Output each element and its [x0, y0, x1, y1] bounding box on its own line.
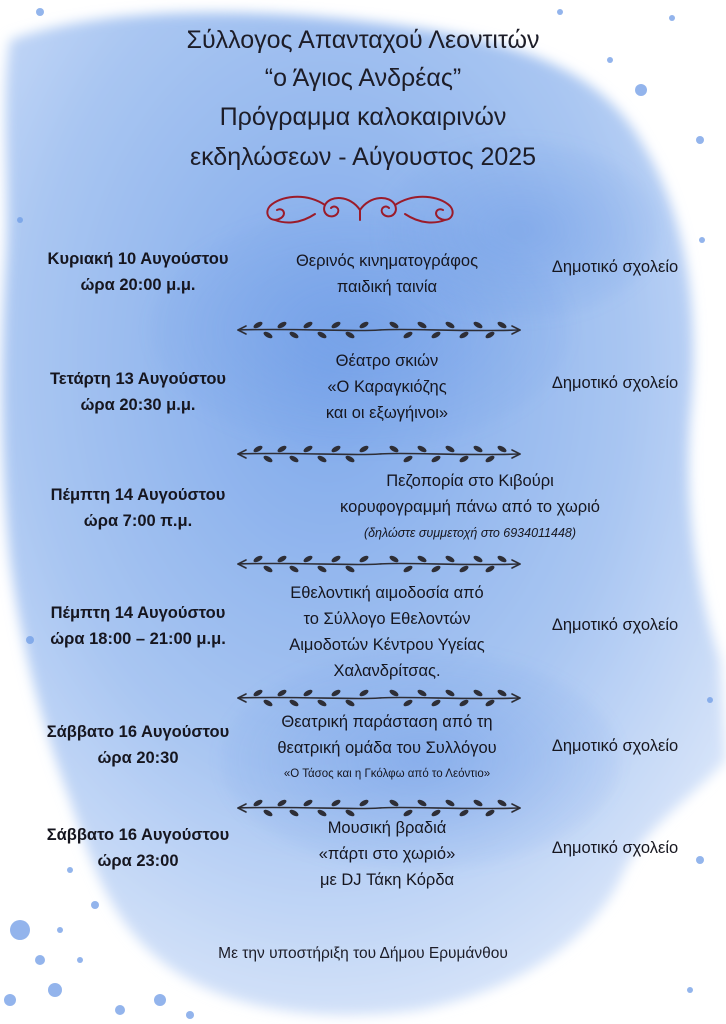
event-2-venue: Δημοτικό σχολείο [551, 374, 679, 392]
event-5-note: «Ο Τάσος και η Γκόλφω από το Λεόντιο» [283, 768, 491, 780]
vine-divider [234, 443, 524, 465]
event-6-description: Μουσική βραδιά «πάρτι στο χωριό» με DJ Τάκη Κόρδα [318, 819, 456, 889]
event-5-date: Σάββατο 16 Αυγούστου ώρα 20:30 [46, 723, 230, 767]
vine-divider [234, 319, 524, 341]
vine-divider [234, 687, 524, 709]
event-4-date: Πέμπτη 14 Αυγούστου ώρα 18:00 – 21:00 μ.μ. [50, 604, 226, 648]
program-subtitle: εκδηλώσεων - Αύγουστος 2025 [189, 143, 537, 171]
event-3-description: Πεζοπορία στο Κιβούρι κορυφογραμμή πάνω από το χωριό (δηλώστε συμμετοχή στο 6934011448) [310, 468, 630, 546]
event-1-description: Θερινός κινηματογράφος παιδική ταινία [295, 252, 479, 296]
event-3-date: Πέμπτη 14 Αυγούστου ώρα 7:00 π.μ. [50, 486, 226, 530]
event-2-description: Θέατρο σκιών «Ο Καραγκιόζης και οι εξωγήινοι» [325, 352, 449, 422]
association-name: Σύλλογος Απανταχού Λεοντιτών [186, 26, 540, 54]
program-title: Πρόγραμμα καλοκαιρινών [219, 103, 507, 131]
event-1-date: Κυριακή 10 Αυγούστου ώρα 20:00 μ.μ. [47, 250, 229, 294]
event-3-note: (δηλώστε συμμετοχή στο 6934011448) [363, 526, 577, 540]
event-6-venue: Δημοτικό σχολείο [551, 839, 679, 857]
event-4-description: Εθελοντική αιμοδοσία από το Σύλλογο Εθελοντών Αιμοδοτών Κέντρου Υγείας Χαλανδρίτσας. [289, 584, 485, 680]
event-1-venue: Δημοτικό σχολείο [551, 258, 679, 276]
event-5-description: Θεατρική παράσταση από τη θεατρική ομάδα του Συλλόγου «Ο Τάσος και η Γκόλφω από το Λεόντιο» [258, 709, 516, 787]
sponsor-footer: Με την υποστήριξη του Δήμου Ερυμάνθου [218, 945, 508, 962]
flourish-ornament [255, 190, 465, 230]
event-6-date: Σάββατο 16 Αυγούστου ώρα 23:00 [46, 826, 230, 870]
vine-divider [234, 553, 524, 575]
event-2-date: Τετάρτη 13 Αυγούστου ώρα 20:30 μ.μ. [49, 370, 227, 414]
association-subtitle: “ο Άγιος Ανδρέας” [264, 64, 462, 92]
event-4-venue: Δημοτικό σχολείο [551, 616, 679, 634]
event-5-venue: Δημοτικό σχολείο [551, 737, 679, 755]
